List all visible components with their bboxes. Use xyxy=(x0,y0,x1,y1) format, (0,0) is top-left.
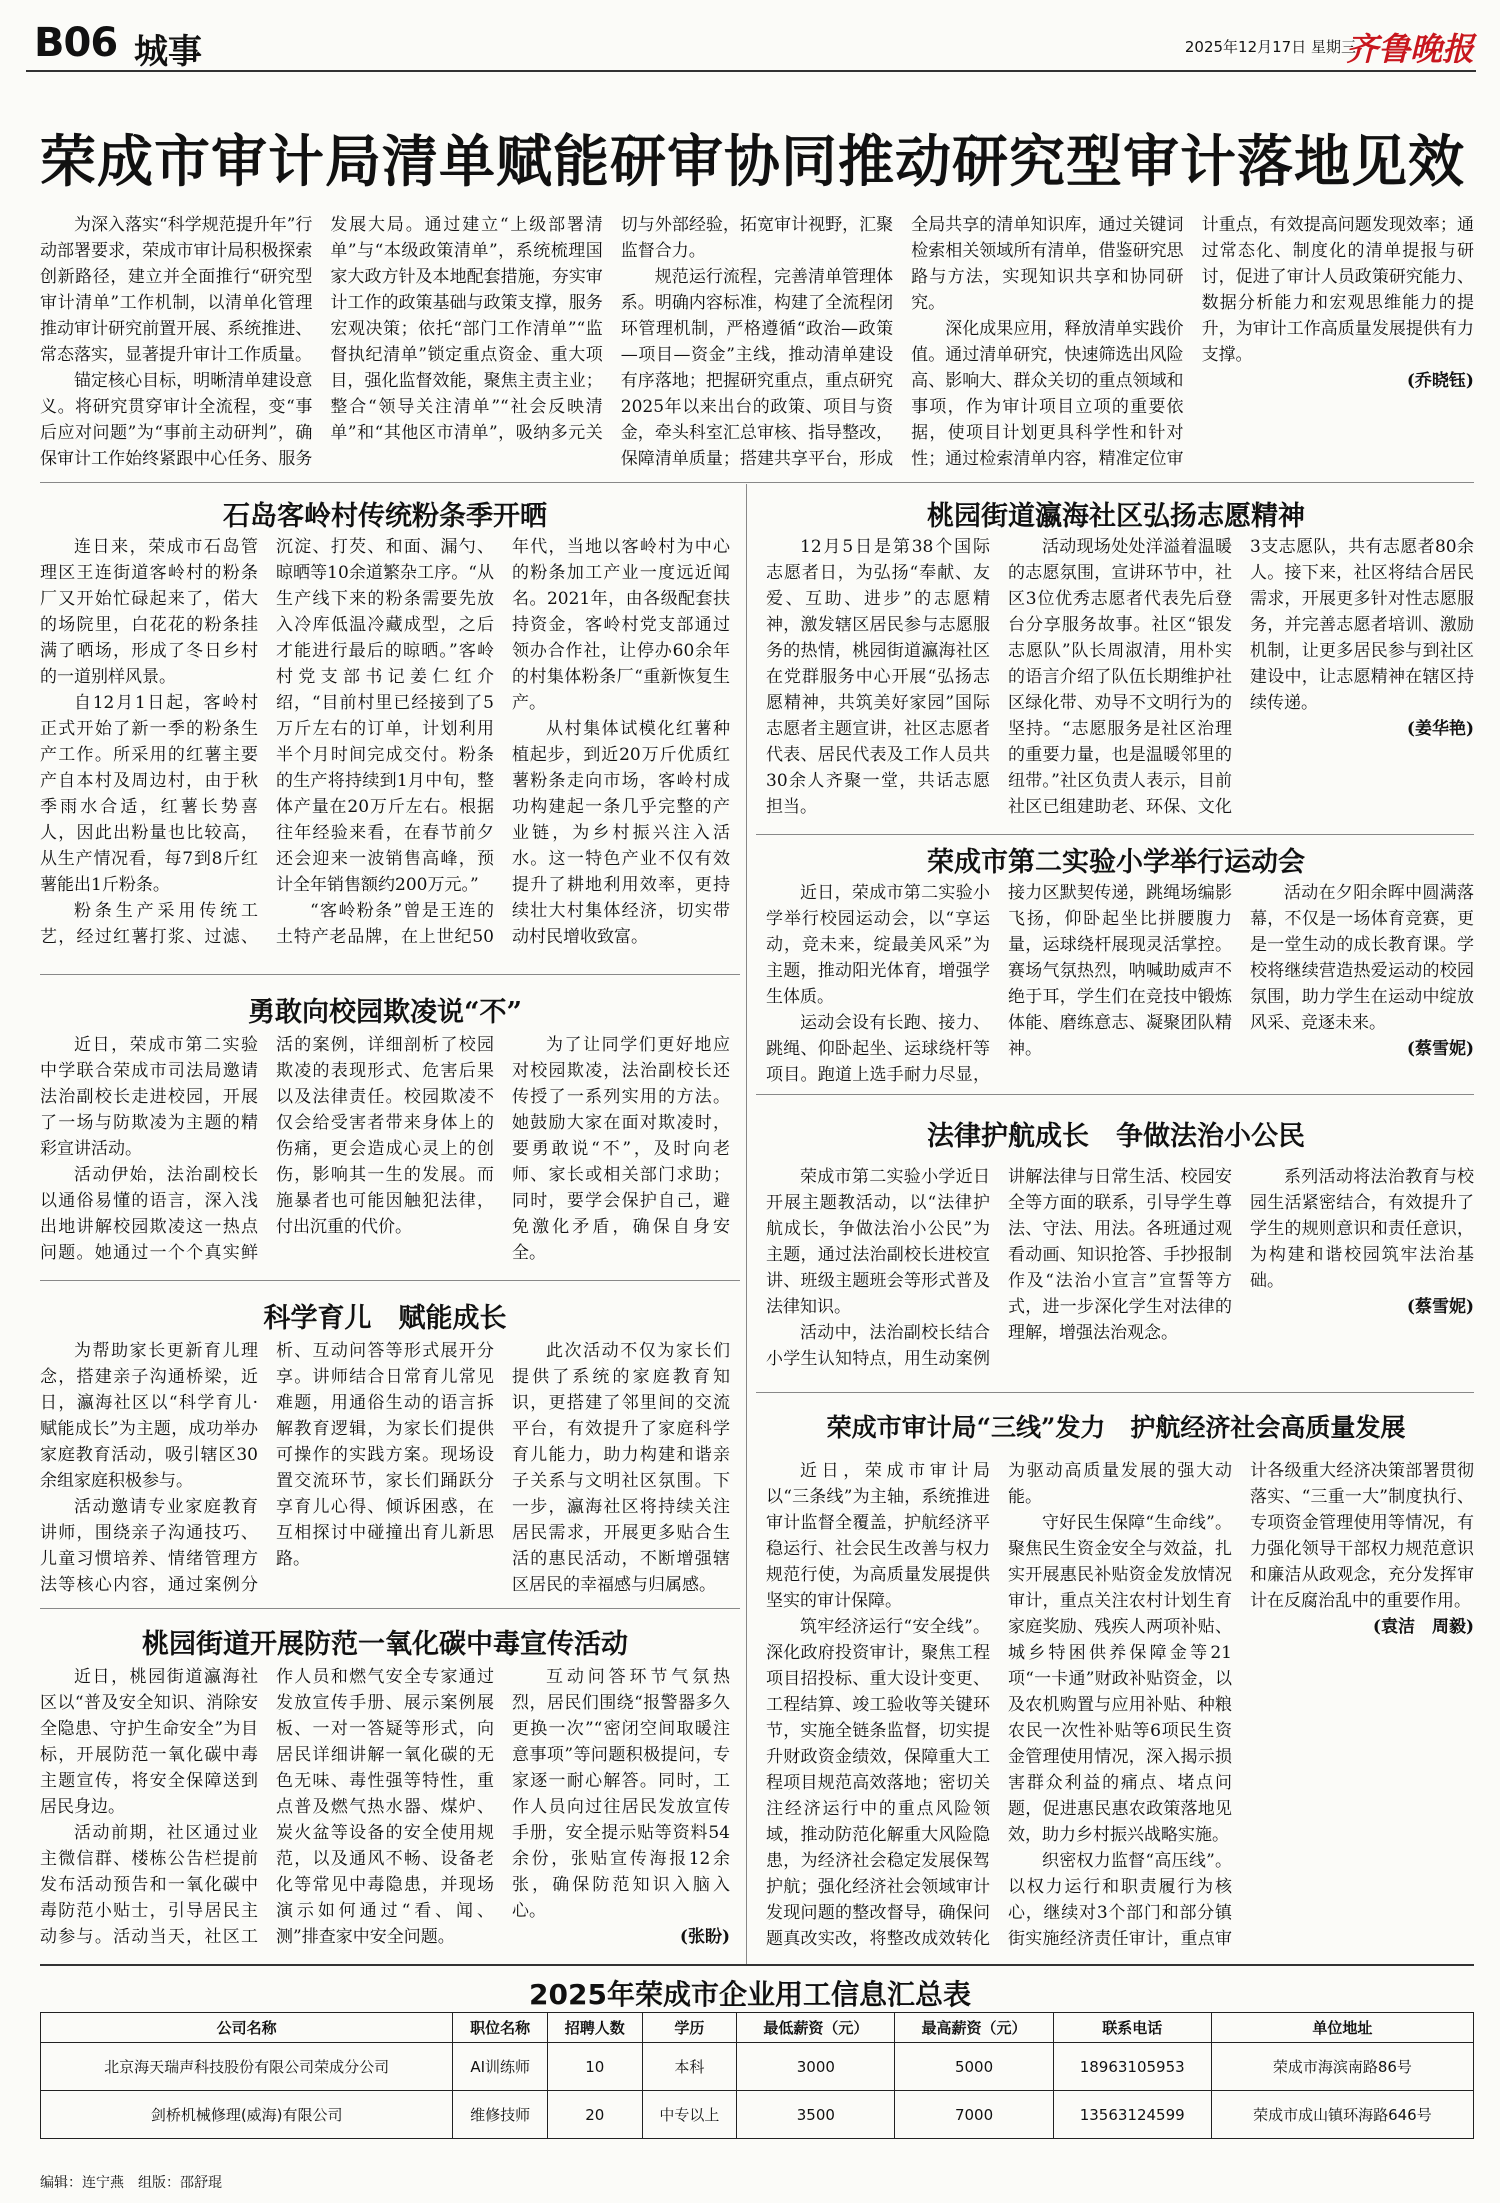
article-paragraph: 粉条生产采用传统工艺，经过红薯打浆、过滤、沉淀、打芡、和面、漏勺、晾晒等10余道繁杂工序。“从生产线下来的粉条需要先放入冷库低温冷藏成型，之后才能进行最后的晾晒。”客岭村党支部书记姜仁红介绍，“目前村里已经接到了5万斤左右的订单，计划利用半个月时间完成交付。粉条的生产将持续到1月中旬，整体产量在20万斤左右。根据往年经验来看，在春节前夕还会迎来一波销售高峰，预计全年销售额约200万元。” xyxy=(40,537,494,947)
issue-date: 2025年12月17日 星期三 xyxy=(1184,38,1356,56)
table-cell: 20 xyxy=(548,2091,643,2139)
article-paragraph: 为深入落实“科学规范提升年”行动部署要求，荣成市审计局积极探索创新路径，建立并全面推行“研究型审计清单”工作机制，以清单化管理推动审计研究前置开展、系统推进、常态落实，显著提升审计工作质量。 xyxy=(40,215,313,365)
article-paragraph: 织密权力监督“高压线”。以权力运行和职责履行为核心，继续对3个部门和部分镇街实施经济责任审计，重点审计各级重大经济决策部署贯彻落实、“三重一大”制度执行、专项资金管理使用等情况，有力强化领导干部权力规范意识和廉洁从政观念，充分发挥审计在反腐治乱中的重要作用。 xyxy=(1008,1461,1474,1949)
article-paragraph: 此次活动不仅为家长们提供了系统的家庭教育知识，更搭建了邻里间的交流平台，有效提升了家庭科学育儿能力，助力构建和谐亲子关系与文明社区氛围。下一步，瀛海社区将持续关注居民需求，开展更多贴合生活的惠民活动，不断增强辖区居民的幸福感与归属感。 xyxy=(512,1341,730,1595)
article-byline: (蔡雪妮) xyxy=(1406,1297,1474,1317)
table-cell: 3500 xyxy=(737,2091,895,2139)
table-body xyxy=(41,2043,1474,2139)
article-byline: (张盼) xyxy=(679,1927,730,1947)
table-header-cell: 联系电话 xyxy=(1053,2013,1211,2043)
article-paragraph: 近日，桃园街道瀛海社区以“普及安全知识、消除安全隐患、守护生命安全”为目标，开展防范一氧化碳中毒主题宣传，将安全保障送到居民身边。 xyxy=(40,1667,258,1817)
article-title-audit-three-lines: 荣成市审计局“三线”发力 护航经济社会高质量发展 xyxy=(826,1413,1406,1442)
article-paragraph: 近日，荣成市审计局以“三条线”为主轴，系统推进审计监督全覆盖，护航经济平稳运行、社会民生改善与权力规范行使，为高质量发展提供坚实的审计保障。 xyxy=(766,1461,990,1611)
article-paragraph: 规范运行流程，完善清单管理体系。明确内容标准，构建了全流程闭环管理机制，严格遵循“政治—政策—项目—资金”主线，推动清单建设有序落地；把握研究重点，重点研究2025年以来出台的政策、项目与资金，牵头科室汇总审核、指导整改，保障清单质量；搭建共享平台，形成全局共享的清单知识库，通过关键词检索相关领域所有清单，借鉴研究思路与方法，实现知识共享和协同研究。 xyxy=(620,215,1184,469)
article-paragraph: 近日，荣成市第二实验小学举行校园运动会，以“享运动，竞未来，绽最美风采”为主题，推动阳光体育，增强学生体质。 xyxy=(766,883,990,1007)
article-title-volunteer: 桃园街道瀛海社区弘扬志愿精神 xyxy=(927,501,1305,532)
article-title-bullying: 勇敢向校园欺凌说“不” xyxy=(247,997,523,1028)
article-title-parenting: 科学育儿 赋能成长 xyxy=(263,1303,507,1334)
table-cell: 18963105953 xyxy=(1053,2043,1211,2091)
article-paragraph: 荣成市第二实验小学近日开展主题教活动，以“法律护航成长，争做法治小公民”为主题，通过法治副校长进校宣讲、班级主题班会等形式普及法律知识。 xyxy=(766,1167,990,1317)
article-body-law xyxy=(766,1164,1474,1384)
article-byline: (袁洁 周毅) xyxy=(1372,1617,1474,1637)
article-paragraph: 守好民生保障“生命线”。聚焦民生资金安全与效益，扎实开展惠民补贴资金发放情况审计，重点关注农村计划生育家庭奖励、残疾人两项补贴、城乡特困供养保障金等21项“一卡通”财政补贴资金，以及农机购置与应用补贴、种粮农民一次性补贴等6项民生资金管理使用情况，深入揭示损害群众利益的痛点、堵点问题，促进惠民惠农政策落地见效，助力乡村振兴战略实施。 xyxy=(1008,1513,1232,1845)
page-code: B06 xyxy=(34,20,118,66)
table-header-cell: 公司名称 xyxy=(41,2013,453,2043)
recruitment-table xyxy=(40,2012,1474,2139)
article-paragraph: 系列活动将法治教育与校园生活紧密结合，有效提升了学生的规则意识和责任意识，为构建和谐校园筑牢法治基础。 xyxy=(1250,1167,1474,1291)
lead-article-body xyxy=(40,212,1474,474)
article-body-audit-three-lines xyxy=(766,1458,1474,1958)
article-paragraph: 互动问答环节气氛热烈，居民们围绕“报警器多久更换一次”“密闭空间取暖注意事项”等问题积极提问，专家逐一耐心解答。同时，工作人员向过往居民发放宣传手册，安全提示贴等资料54余份，张贴宣传海报12余张，确保防范知识入脑入心。 xyxy=(512,1667,730,1921)
table-header-cell: 招聘人数 xyxy=(548,2013,643,2043)
article-paragraph: 活动在夕阳余晖中圆满落幕，不仅是一场体育竞赛，更是一堂生动的成长教育课。学校将继续营造热爱运动的校园氛围，助力学生在运动中绽放风采、竞逐未来。 xyxy=(1250,883,1474,1033)
table-row xyxy=(41,2043,1474,2091)
article-body-fentiao xyxy=(40,534,730,966)
article-paragraph: 从村集体试模化红薯种植起步，到近20万斤优质红薯粉条走向市场，客岭村成功构建起一条几乎完整的产业链，为乡村振兴注入活水。这一特色产业不仅有效提升了耕地利用效率，更持续壮大村集体经济，切实带动村民增收致富。 xyxy=(512,719,730,947)
article-paragraph: 运动会设有长跑、接力、跳绳、仰卧起坐、运球绕杆等项目。跑道上选手耐力尽显，接力区默契传递，跳绳场编影飞扬，仰卧起坐比拼腰腹力量，运球绕杆展现灵活掌控。赛场气氛热烈，呐喊助威声不绝于耳，学生们在竞技中锻炼体能、磨练意志、凝聚团队精神。 xyxy=(766,883,1232,1085)
table-header-cell: 最低薪资（元） xyxy=(737,2013,895,2043)
article-body-parenting xyxy=(40,1338,730,1600)
table-header-cell: 职位名称 xyxy=(453,2013,548,2043)
article-paragraph: 活动前期，社区通过业主微信群、楼栋公告栏提前发布活动预告和一氧化碳中毒防范小贴士，引导居民主动参与。活动当天，社区工作人员和燃气安全专家通过发放宣传手册、展示案例展板、一对一答疑等形式，向居民详细讲解一氧化碳的无色无味、毒性强等特性，重点普及燃气热水器、煤炉、炭火盆等设备的安全使用规范，以及通风不畅、设备老化等常见中毒隐患，并现场演示如何通过“看、闻、测”排查家中安全问题。 xyxy=(40,1667,494,1947)
article-paragraph: 锚定核心目标，明晰清单建设意义。将研究贯穿审计全流程，变“事后应对问题”为“事前主动研判”，确保审计工作始终紧跟中心任务、服务发展大局。通过建立“上级部署清单”与“本级政策清单”，系统梳理国家大政方针及本地配套措施，夯实审计工作的政策基础与政策支撑，服务宏观决策；依托“部门工作清单”“监督执纪清单”锁定重点资金、重大项目，强化监督效能，聚焦主责主业；整合“领导关注清单”“社会反映清单”和“其他区市清单”，吸纳多元关切与外部经验，拓宽审计视野，汇聚监督合力。 xyxy=(40,215,894,469)
table-cell: 10 xyxy=(548,2043,643,2091)
table-cell: AI训练师 xyxy=(453,2043,548,2091)
table-header-cell: 单位地址 xyxy=(1211,2013,1473,2043)
article-paragraph: 为了让同学们更好地应对校园欺凌，法治副校长还传授了一系列实用的方法。她鼓励大家在面对欺凌时，要勇敢说“不”，及时向老师、家长或相关部门求助；同时，要学会保护自己，避免激化矛盾，确保自身安全。 xyxy=(512,1035,730,1263)
recruitment-table-title: 2025年荣成市企业用工信息汇总表 xyxy=(529,1978,971,2011)
page-header xyxy=(26,14,1476,72)
article-paragraph: 近日，荣成市第二实验中学联合荣成市司法局邀请法治副校长走进校园，开展了一场与防欺凌为主题的精彩宣讲活动。 xyxy=(40,1035,258,1159)
table-cell: 剑桥机械修理(威海)有限公司 xyxy=(41,2091,453,2139)
article-paragraph: 自12月1日起，客岭村正式开始了新一季的粉条生产工作。所采用的红薯主要产自本村及周边村，由于秋季雨水合适，红薯长势喜人，因此出粉量也比较高，从生产情况看，每7到8斤红薯能出1斤粉条。 xyxy=(40,693,258,895)
article-paragraph: 连日来，荣成市石岛管理区王连街道客岭村的粉条厂又开始忙碌起来了，偌大的场院里，白花花的粉条挂满了晒场，形成了冬日乡村的一道别样风景。 xyxy=(40,537,258,687)
lead-headline: 荣成市审计局清单赋能研审协同推动研究型审计落地见效 xyxy=(40,129,1465,195)
table-cell: 本科 xyxy=(642,2043,737,2091)
table-cell: 7000 xyxy=(895,2091,1053,2139)
table-cell: 5000 xyxy=(895,2043,1053,2091)
table-cell: 维修技师 xyxy=(453,2091,548,2139)
article-paragraph: 活动邀请专业家庭教育讲师，围绕亲子沟通技巧、儿童习惯培养、情绪管理方法等核心内容，通过案例分析、互动问答等形式展开分享。讲师结合日常育儿常见难题，用通俗生动的语言拆解教育逻辑，为家长们提供可操作的实践方案。现场设置交流环节，家长们踊跃分享育儿心得、倾诉困惑，在互相探讨中碰撞出育儿新思路。 xyxy=(40,1341,494,1595)
article-paragraph: 活动现场处处洋溢着温暖的志愿氛围，宣讲环节中，社区3位优秀志愿者代表先后登台分享服务故事。社区“银发志愿队”队长周淑清，用朴实的语言介绍了队伍长期维护社区绿化带、劝导不文明行为的坚持。“志愿服务是社区治理的重要力量，也是温暖邻里的纽带。”社区负责人表示，目前社区已组建助老、环保、文化3支志愿队，共有志愿者80余人。接下来，社区将结合居民需求，开展更多针对性志愿服务，并完善志愿者培训、激励机制，让更多居民参与到社区建设中，让志愿精神在辖区持续传递。 xyxy=(1008,537,1474,817)
article-byline: (姜华艳) xyxy=(1406,719,1474,739)
article-body-sports-meet xyxy=(766,880,1474,1090)
article-body-bullying xyxy=(40,1032,730,1272)
article-paragraph: 活动中，法治副校长结合小学生认知特点，用生动案例讲解法律与日常生活、校园安全等方面的联系，引导学生尊法、守法、用法。各班通过观看动画、知识抢答、手抄报制作及“法治小宣言”宣誓等方式，进一步深化学生对法律的理解，增强法治观念。 xyxy=(766,1167,1232,1369)
article-paragraph: 筑牢经济运行“安全线”。深化政府投资审计，聚焦工程项目招投标、重大设计变更、工程结算、竣工验收等关键环节，实施全链条监督，切实提升财政资金绩效，保障重大工程项目规范高效落地；密切关注经济运行中的重点风险领域，推动防范化解重大风险隐患，为经济社会稳定发展保驾护航；强化经济社会领域审计发现问题的整改督导，确保问题真改实改，将整改成效转化为驱动高质量发展的强大动能。 xyxy=(766,1461,1232,1949)
page-footer-credits: 编辑：连宁燕 组版：邵舒琨 xyxy=(40,2175,222,2191)
article-body-volunteer xyxy=(766,534,1474,834)
table-cell: 13563124599 xyxy=(1053,2091,1211,2139)
article-byline: (乔晓钰) xyxy=(1406,371,1474,391)
article-paragraph: 12月5日是第38个国际志愿者日，为弘扬“奉献、友爱、互助、进步”的志愿精神，激发辖区居民参与志愿服务的热情，桃园街道瀛海社区在党群服务中心开展“弘扬志愿精神，共筑美好家园”国际志愿者主题宣讲，社区志愿者代表、居民代表及工作人员共30余人齐聚一堂，共话志愿担当。 xyxy=(766,537,990,817)
article-title-sports-meet: 荣成市第二实验小学举行运动会 xyxy=(927,847,1305,878)
section-name: 城事 xyxy=(134,32,202,72)
article-paragraph: 活动伊始，法治副校长以通俗易懂的语言，深入浅出地讲解校园欺凌这一热点问题。她通过一个个真实鲜活的案例，详细剖析了校园欺凌的表现形式、危害后果以及法律责任。校园欺凌不仅会给受害者带来身体上的伤痛，更会造成心灵上的创伤，影响其一生的发展。而施暴者也可能因触犯法律，付出沉重的代价。 xyxy=(40,1035,494,1263)
masthead-logo: 齐鲁晚报 xyxy=(1345,30,1474,68)
table-cell: 荣成市成山镇环海路646号 xyxy=(1211,2091,1473,2139)
article-byline: (蔡雪妮) xyxy=(1406,1039,1474,1059)
table-row xyxy=(41,2091,1474,2139)
article-title-law: 法律护航成长 争做法治小公民 xyxy=(927,1121,1305,1152)
table-header-cell: 最高薪资（元） xyxy=(895,2013,1053,2043)
table-header-row xyxy=(41,2013,1474,2043)
article-title-co-safety: 桃园街道开展防范一氧化碳中毒宣传活动 xyxy=(142,1629,628,1660)
table-cell: 3000 xyxy=(737,2043,895,2091)
article-paragraph: 深化成果应用，释放清单实践价值。通过清单研究，快速筛选出风险高、影响大、群众关切的重点领域和事项，作为审计项目立项的重要依据，使项目计划更具科学性和针对性；通过检索清单内容，精准定位审计重点，有效提高问题发现效率；通过常态化、制度化的清单提报与研讨，促进了审计人员政策研究能力、数据分析能力和宏观思维能力的提升，为审计工作高质量发展提供有力支撑。 xyxy=(911,215,1474,469)
table-cell: 中专以上 xyxy=(642,2091,737,2139)
article-body-co-safety xyxy=(40,1664,730,1954)
article-title-fentiao: 石岛客岭村传统粉条季开晒 xyxy=(223,501,547,532)
table-header-cell: 学历 xyxy=(642,2013,737,2043)
table-cell: 北京海天瑞声科技股份有限公司荣成分公司 xyxy=(41,2043,453,2091)
table-cell: 荣成市海滨南路86号 xyxy=(1211,2043,1473,2091)
article-paragraph: 为帮助家长更新育儿理念，搭建亲子沟通桥梁，近日，瀛海社区以“科学育儿·赋能成长”为主题，成功举办家庭教育活动，吸引辖区30余组家庭积极参与。 xyxy=(40,1341,258,1491)
article-paragraph: “客岭粉条”曾是王连的土特产老品牌，在上世纪50年代，当地以客岭村为中心的粉条加工产业一度远近闻名。2021年，由各级配套扶持资金，客岭村党支部通过领办合作社，让停办60余年的村集体粉条厂“重新恢复生产。 xyxy=(276,537,730,947)
